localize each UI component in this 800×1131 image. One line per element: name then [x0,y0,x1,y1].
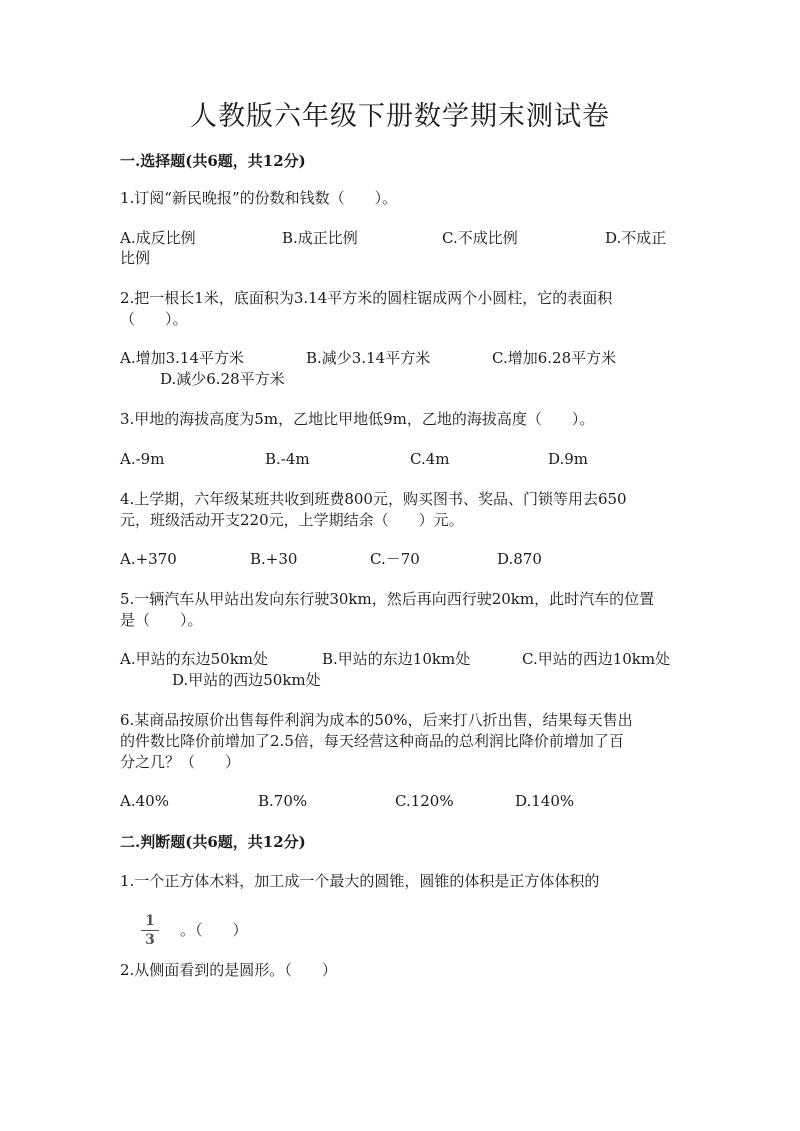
question-4-option-d: D.870 [497,550,542,568]
question-6-text-line1: 6.某商品按原价出售每件利润为成本的50%，后来打八折出售，结果每天售出 [120,711,633,729]
question-2-option-d: D.减少6.28平方米 [160,370,285,388]
fraction-one-third [141,913,159,948]
judgement-1-tail: 。（ ） [180,921,248,939]
question-3-option-a: A.-9m [120,450,165,468]
question-3-option-b: B.-4m [265,450,310,468]
question-1-option-a: A.成反比例 [120,229,196,247]
judgement-1-text: 1.一个正方体木料，加工成一个最大的圆锥，圆锥的体积是正方体体积的 [120,872,600,890]
question-4-text-line2: 元，班级活动开支220元，上学期结余（ ）元。 [120,511,464,529]
question-2-option-b: B.减少3.14平方米 [306,349,431,367]
question-5-text-line2: 是（ ）。 [120,611,203,629]
judgement-2-text: 2.从侧面看到的是圆形。（ ） [120,961,337,979]
question-4-option-c: C.－70 [370,550,420,568]
question-3-option-d: D.9m [548,450,589,468]
question-2-option-a: A.增加3.14平方米 [120,349,244,367]
question-3-option-c: C.4m [410,450,450,468]
question-4-option-a: A.+370 [120,550,177,568]
question-6-option-d: D.140% [515,792,575,810]
question-5-option-a: A.甲站的东边50km处 [120,650,269,668]
question-1-option-d: D.不成正 [605,229,667,247]
section-heading-choice: 一.选择题(共6题，共12分) [120,152,306,170]
question-5-option-c: C.甲站的西边10km处 [522,650,671,668]
page-title: 人教版六年级下册数学期末测试卷 [190,101,610,132]
question-4-text-line1: 4.上学期，六年级某班共收到班费800元，购买图书、奖品、门锁等用去650 [120,490,627,508]
question-2-text-line2: （ ）。 [120,310,188,328]
question-1-text: 1.订阅“新民晚报”的份数和钱数（ ）。 [120,189,398,207]
question-2-option-c: C.增加6.28平方米 [492,349,617,367]
question-1-option-c: C.不成比例 [442,229,518,247]
question-1-option-d-wrap: 比例 [120,249,151,267]
question-5-text-line1: 5.一辆汽车从甲站出发向东行驶30km，然后再向西行驶20km，此时汽车的位置 [120,590,655,608]
question-6-option-a: A.40% [120,792,169,810]
question-5-option-d: D.甲站的西边50km处 [172,671,321,689]
question-5-option-b: B.甲站的东边10km处 [322,650,471,668]
fraction-denominator: 3 [145,932,155,948]
question-3-text: 3.甲地的海拔高度为5m，乙地比甲地低9m，乙地的海拔高度（ ）。 [120,410,595,428]
section-heading-judgement: 二.判断题(共6题，共12分) [120,833,306,851]
question-2-text-line1: 2.把一根长1米，底面积为3.14平方米的圆柱锯成两个小圆柱，它的表面积 [120,289,613,307]
question-1-option-b: B.成正比例 [282,229,358,247]
question-4-option-b: B.+30 [250,550,298,568]
question-6-text-line3: 分之几？（ ） [120,753,241,771]
fraction-bar [141,930,159,931]
fraction-numerator: 1 [145,913,155,929]
question-6-option-c: C.120% [395,792,454,810]
question-6-text-line2: 的件数比降价前增加了2.5倍，每天经营这种商品的总利润比降价前增加了百 [120,732,624,750]
question-6-option-b: B.70% [258,792,308,810]
